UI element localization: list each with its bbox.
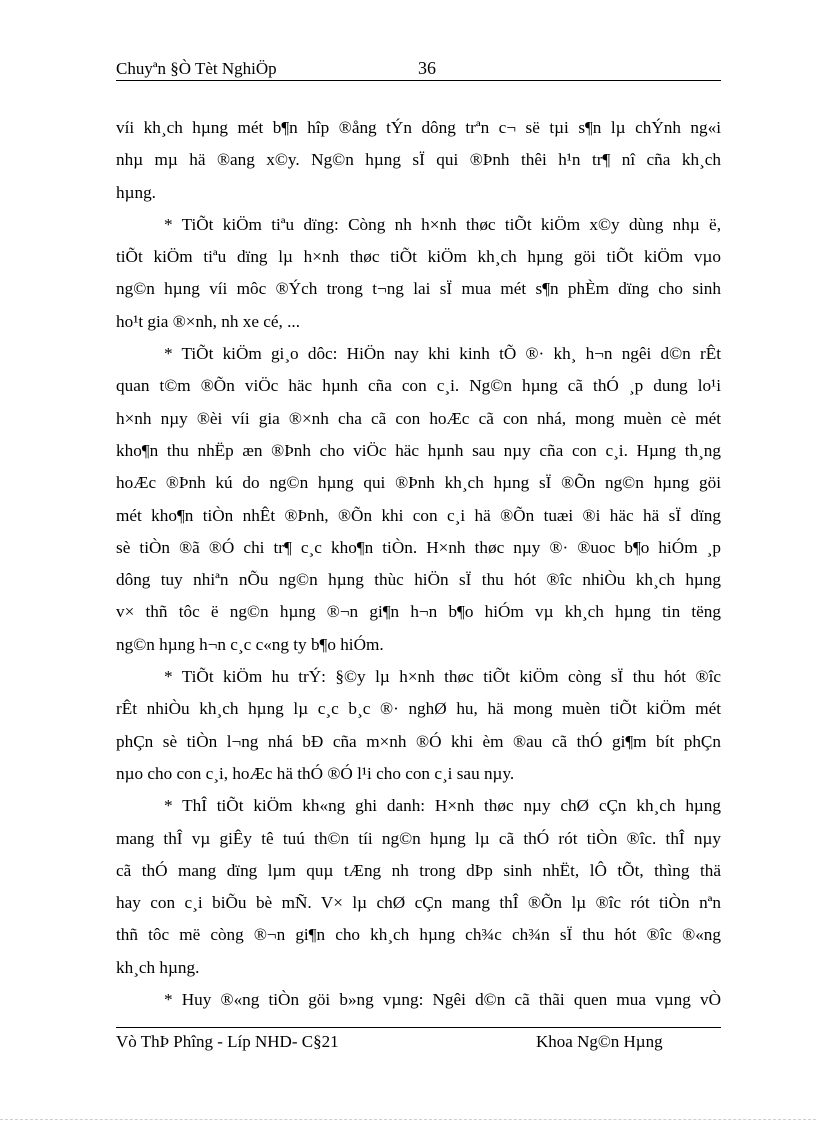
body-line: mang thÎ vµ giÊy tê tuú th©n tíi ng©n hµng lµ cã thÓ rót tiÒn ®îc. thÎ nµy	[116, 828, 721, 848]
body-line: nhµ mµ hä ®ang x©y. Ng©n hµng sÏ qui ®Þnh thêi h¹n tr¶ nî cña kh¸ch	[116, 150, 721, 170]
page-body	[116, 112, 721, 1016]
body-line: * Huy ®«ng tiÒn göi b»ng vµng: Ngêi d©n cã thãi quen mua vµng vÒ	[164, 990, 721, 1010]
body-line: * TiÕt kiÖm tiªu dïng: Còng nh h×nh thøc tiÕt kiÖm x©y dùng nhµ ë,	[164, 214, 721, 234]
page-number: 36	[418, 58, 436, 78]
body-line: hµng.	[116, 182, 156, 202]
body-line: ho¹t gia ®×nh, nh xe cé, ...	[116, 311, 300, 331]
body-line: dông tuy nhiªn nÕu ng©n hµng thùc hiÖn sÏ thu hót ®îc nhiÒu kh¸ch hµng	[116, 570, 721, 590]
body-line: * ThÎ tiÕt kiÖm kh«ng ghi danh: H×nh thøc nµy chØ cÇn kh¸ch hµng	[164, 796, 721, 816]
page-header	[116, 58, 721, 81]
body-line: phÇn sè tiÒn l¬ng nhá bÐ cña m×nh ®Ó khi èm ®au cã thÓ gi¶m bít phÇn	[116, 731, 721, 751]
footer-author: Vò ThÞ Phîng - Líp NHD- C§21	[116, 1032, 339, 1051]
body-line: quan t©m ®Õn viÖc häc hµnh cña con c¸i. Ng©n hµng cã thÓ ¸p dung lo¹i	[116, 376, 721, 396]
body-line: kh¸ch hµng.	[116, 957, 200, 977]
body-line: hoÆc ®Þnh kú do ng©n hµng qui ®Þnh kh¸ch hµng sÏ ®Õn ng©n hµng göi	[116, 473, 721, 493]
body-line: nµo cho con c¸i, hoÆc hä thÓ ®Ó l¹i cho con c¸i sau nµy.	[116, 763, 515, 783]
body-line: rÊt nhiÒu kh¸ch hµng lµ c¸c b¸c ®· nghØ hu, hä mong muèn tiÕt kiÖm mét	[116, 699, 721, 719]
footer-faculty: Khoa Ng©n Hµng	[536, 1032, 663, 1051]
body-line: * TiÕt kiÖm gi¸o dôc: HiÖn nay khi kinh tÕ ®· kh¸ h¬n ngêi d©n rÊt	[164, 344, 721, 364]
body-line: cã thÓ mang dïng lµm quµ tÆng nh trong dÞp sinh nhËt, lÔ tÕt, thìng thä	[116, 860, 721, 880]
body-line: ng©n hµng víi môc ®Ých trong t¬ng lai sÏ mua mét s¶n phÈm dïng cho sinh	[116, 279, 721, 299]
body-line: v× thñ tôc ë ng©n hµng ®¬n gi¶n h¬n b¶o hiÓm vµ kh¸ch hµng tin tëng	[116, 602, 721, 622]
body-line: hay con c¸i biÕu bè mÑ. V× lµ chØ cÇn mang thÎ ®Õn lµ ®îc rót tiÒn nªn	[116, 893, 721, 913]
body-line: mét kho¶n tiÒn nhÊt ®Þnh, ®Õn khi con c¸i hä ®Õn tuæi ®i häc hä sÏ dïng	[116, 505, 721, 525]
body-line: víi kh¸ch hµng mét b¶n hîp ®ång tÝn dông trªn c¬ së tµi s¶n lµ chÝnh ng«i	[116, 118, 721, 137]
body-line: sè tiÒn ®ã ®Ó chi tr¶ c¸c kho¶n tiÒn. H×nh thøc nµy ®· ®uoc b¶o hiÓm ¸p	[116, 537, 721, 557]
body-line: tiÕt kiÖm tiªu dïng lµ h×nh thøc tiÕt kiÖm kh¸ch hµng göi tiÕt kiÖm vµo	[116, 247, 721, 267]
body-line: * TiÕt kiÖm hu trÝ: §©y lµ h×nh thøc tiÕt kiÖm còng sÏ thu hót ®îc	[164, 667, 721, 687]
body-line: thñ tôc më còng ®¬n gi¶n cho kh¸ch hµng ch¾c ch¾n sÏ thu hót ®îc ®«ng	[116, 925, 721, 945]
body-line: kho¶n thu nhËp æn ®Þnh cho viÖc häc hµnh sau nµy cña con c¸i. Hµng th¸ng	[116, 440, 721, 460]
page-break-divider	[0, 1119, 816, 1120]
body-line: ng©n hµng h¬n c¸c c«ng ty b¶o hiÓm.	[116, 634, 384, 654]
page-footer	[116, 1027, 721, 1051]
body-line: h×nh nµy ®èi víi gia ®×nh cha cã con hoÆc cã con nhá, mong muèn cè mét	[116, 408, 721, 428]
header-title: Chuyªn §Ò Tèt NghiÖp	[116, 59, 277, 78]
